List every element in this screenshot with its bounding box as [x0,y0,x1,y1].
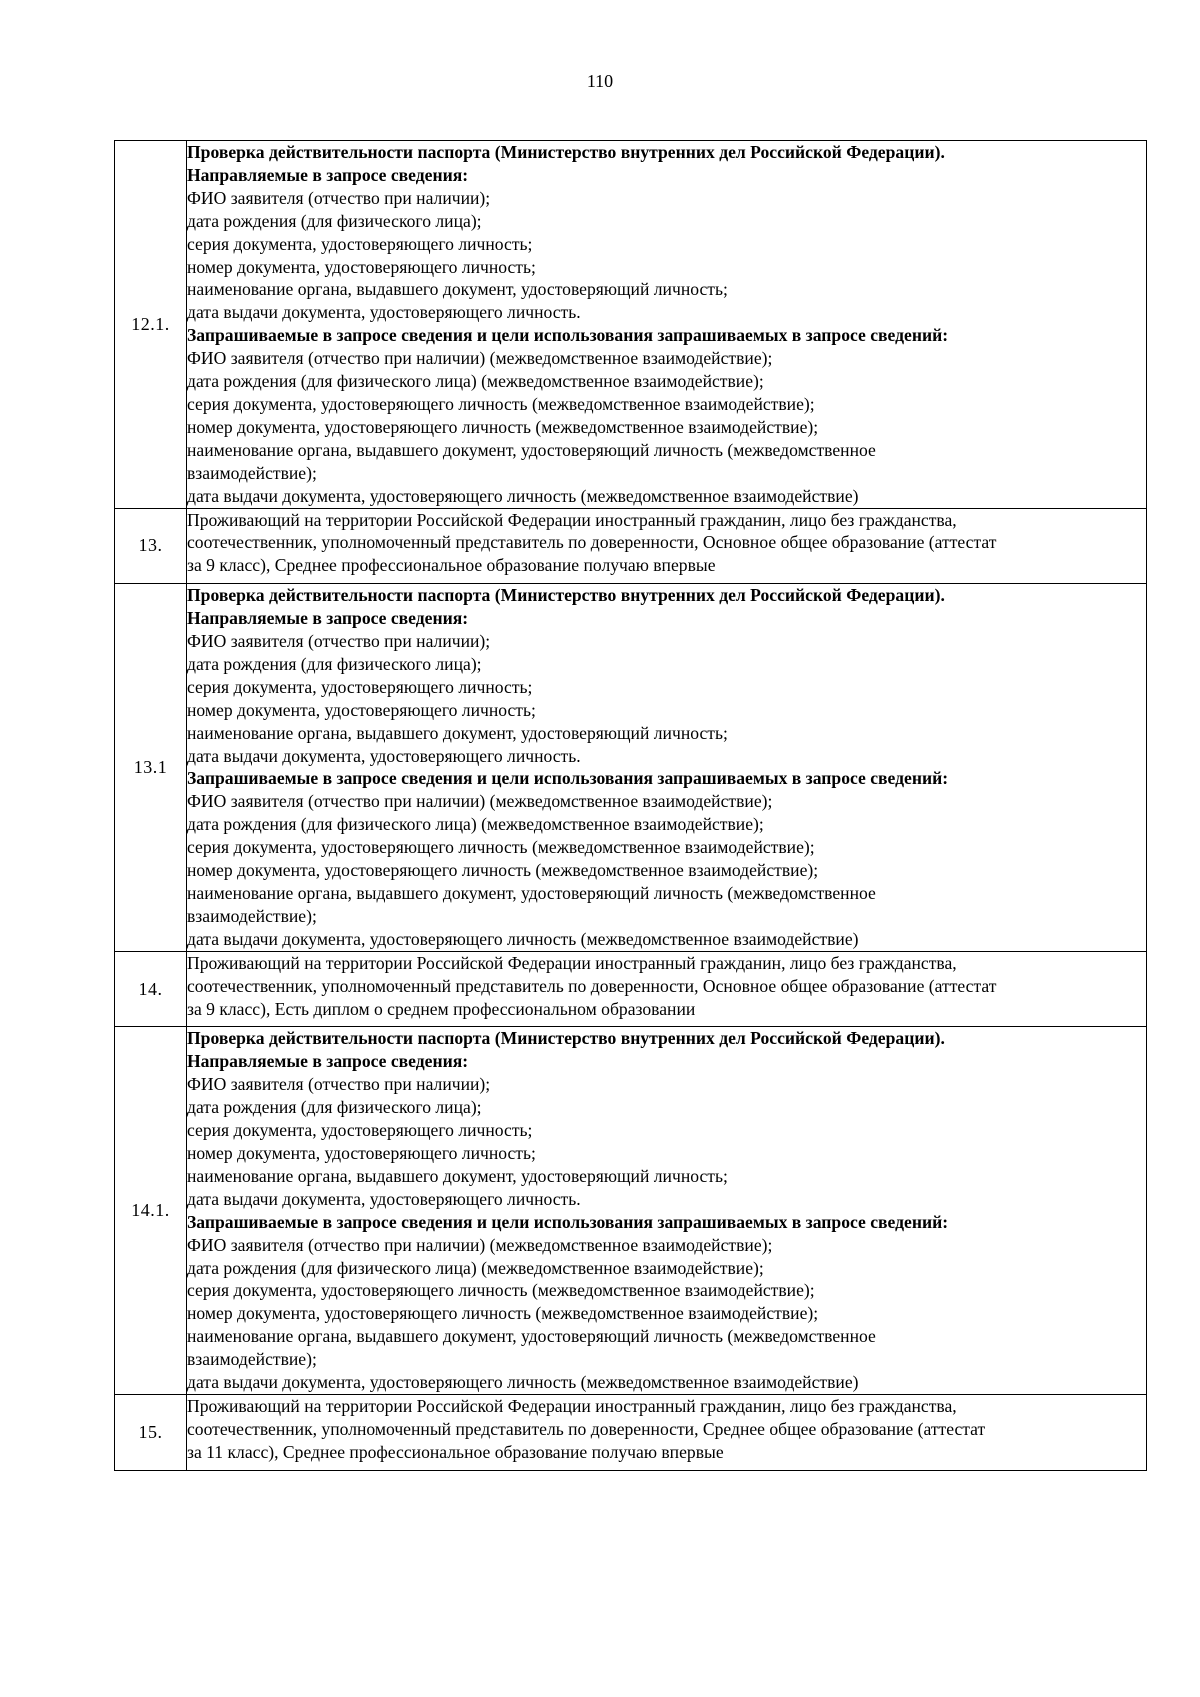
sent-item: дата рождения (для физического лица); [187,210,482,231]
document-table [114,140,1147,1471]
row-content [187,1394,1147,1470]
requested-item: номер документа, удостоверяющего личность (межведомственное взаимодействие); [187,1303,819,1324]
sent-heading: Направляемые в запросе сведения: [187,164,469,185]
requested-item: серия документа, удостоверяющего личность (межведомственное взаимодействие); [187,1280,815,1301]
sent-item: серия документа, удостоверяющего личность; [187,233,533,254]
requested-heading: Запрашиваемые в запросе сведения и цели использования запрашиваемых в запросе сведений: [187,325,949,346]
requested-item: дата рождения (для физического лица) (межведомственное взаимодействие); [187,371,764,392]
check-row [115,1027,1147,1395]
sent-item: дата выдачи документа, удостоверяющего личность. [187,745,581,766]
sent-item: номер документа, удостоверяющего личность; [187,699,536,720]
requested-item: дата выдачи документа, удостоверяющего личность (межведомственное взаимодействие) [187,928,859,949]
requested-item: серия документа, удостоверяющего личность (межведомственное взаимодействие); [187,393,815,414]
row-content [187,508,1147,584]
requested-heading: Запрашиваемые в запросе сведения и цели использования запрашиваемых в запросе сведений: [187,1211,949,1232]
category-line: за 11 класс), Среднее профессиональное образование получаю впервые [187,1441,724,1462]
sent-item: дата выдачи документа, удостоверяющего личность. [187,302,581,323]
sent-item: наименование органа, выдавшего документ, удостоверяющий личность; [187,722,728,743]
sent-item: дата выдачи документа, удостоверяющего личность. [187,1188,581,1209]
sent-item: ФИО заявителя (отчество при наличии); [187,1074,491,1095]
category-line: соотечественник, уполномоченный представитель по доверенности, Основное общее образование (аттестат [187,975,997,996]
requested-item: ФИО заявителя (отчество при наличии) (межведомственное взаимодействие); [187,348,773,369]
row-number: 14.1. [115,1027,187,1395]
category-row [115,1394,1147,1470]
sent-item: ФИО заявителя (отчество при наличии); [187,631,491,652]
check-row [115,141,1147,509]
sent-item: серия документа, удостоверяющего личность; [187,676,533,697]
requested-item: наименование органа, выдавшего документ, удостоверяющий личность (межведомственное [187,439,876,460]
requested-item: взаимодействие); [187,1349,317,1370]
check-title: Проверка действительности паспорта (Министерство внутренних дел Российской Федерации). [187,585,945,606]
requested-item: дата рождения (для физического лица) (межведомственное взаимодействие); [187,814,764,835]
requested-item: номер документа, удостоверяющего личность (межведомственное взаимодействие); [187,860,819,881]
category-line: за 9 класс), Среднее профессиональное образование получаю впервые [187,555,716,576]
page-number: 110 [586,71,614,91]
row-content [187,951,1147,1027]
requested-item: серия документа, удостоверяющего личность (межведомственное взаимодействие); [187,837,815,858]
category-line: Проживающий на территории Российской Федерации иностранный гражданин, лицо без гражданства, [187,1395,957,1416]
sent-heading: Направляемые в запросе сведения: [187,1051,469,1072]
requested-item: ФИО заявителя (отчество при наличии) (межведомственное взаимодействие); [187,791,773,812]
sent-item: дата рождения (для физического лица); [187,1097,482,1118]
row-number: 15. [115,1394,187,1470]
sent-heading: Направляемые в запросе сведения: [187,608,469,629]
category-row [115,508,1147,584]
requested-item: наименование органа, выдавшего документ, удостоверяющий личность (межведомственное [187,883,876,903]
row-content [187,141,1147,509]
requested-item: номер документа, удостоверяющего личность (межведомственное взаимодействие); [187,416,819,437]
table-body [115,141,1147,1471]
row-number: 13.1 [115,584,187,952]
row-content [187,1027,1147,1395]
requested-item: дата рождения (для физического лица) (межведомственное взаимодействие); [187,1257,764,1278]
sent-item: дата рождения (для физического лица); [187,653,482,674]
sent-item: наименование органа, выдавшего документ, удостоверяющий личность; [187,279,728,300]
category-line: соотечественник, уполномоченный представитель по доверенности, Среднее общее образование (аттестат [187,1418,986,1439]
requested-item: дата выдачи документа, удостоверяющего личность (межведомственное взаимодействие) [187,485,859,506]
check-title: Проверка действительности паспорта (Министерство внутренних дел Российской Федерации). [187,142,945,162]
category-line: за 9 класс), Есть диплом о среднем профессиональном образовании [187,998,696,1019]
row-number: 14. [115,951,187,1027]
requested-heading: Запрашиваемые в запросе сведения и цели использования запрашиваемых в запросе сведений: [187,768,949,789]
requested-item: ФИО заявителя (отчество при наличии) (межведомственное взаимодействие); [187,1234,773,1255]
category-line: Проживающий на территории Российской Федерации иностранный гражданин, лицо без гражданства, [187,952,957,973]
sent-item: номер документа, удостоверяющего личность; [187,1142,536,1163]
category-line: Проживающий на территории Российской Федерации иностранный гражданин, лицо без гражданства, [187,509,957,530]
row-number: 12.1. [115,141,187,509]
requested-item: взаимодействие); [187,462,317,483]
sent-item: серия документа, удостоверяющего личность; [187,1120,533,1141]
requested-item: дата выдачи документа, удостоверяющего личность (межведомственное взаимодействие) [187,1372,859,1393]
check-title: Проверка действительности паспорта (Министерство внутренних дел Российской Федерации). [187,1028,945,1049]
requested-item: взаимодействие); [187,905,317,926]
sent-item: ФИО заявителя (отчество при наличии); [187,187,491,208]
sent-item: наименование органа, выдавшего документ, удостоверяющий личность; [187,1165,728,1186]
row-number: 13. [115,508,187,584]
requested-item: наименование органа, выдавшего документ, удостоверяющий личность (межведомственное [187,1326,876,1347]
sent-item: номер документа, удостоверяющего личность; [187,256,536,277]
category-line: соотечественник, уполномоченный представитель по доверенности, Основное общее образование (аттестат [187,532,997,553]
category-row [115,951,1147,1027]
row-content [187,584,1147,952]
check-row [115,584,1147,952]
